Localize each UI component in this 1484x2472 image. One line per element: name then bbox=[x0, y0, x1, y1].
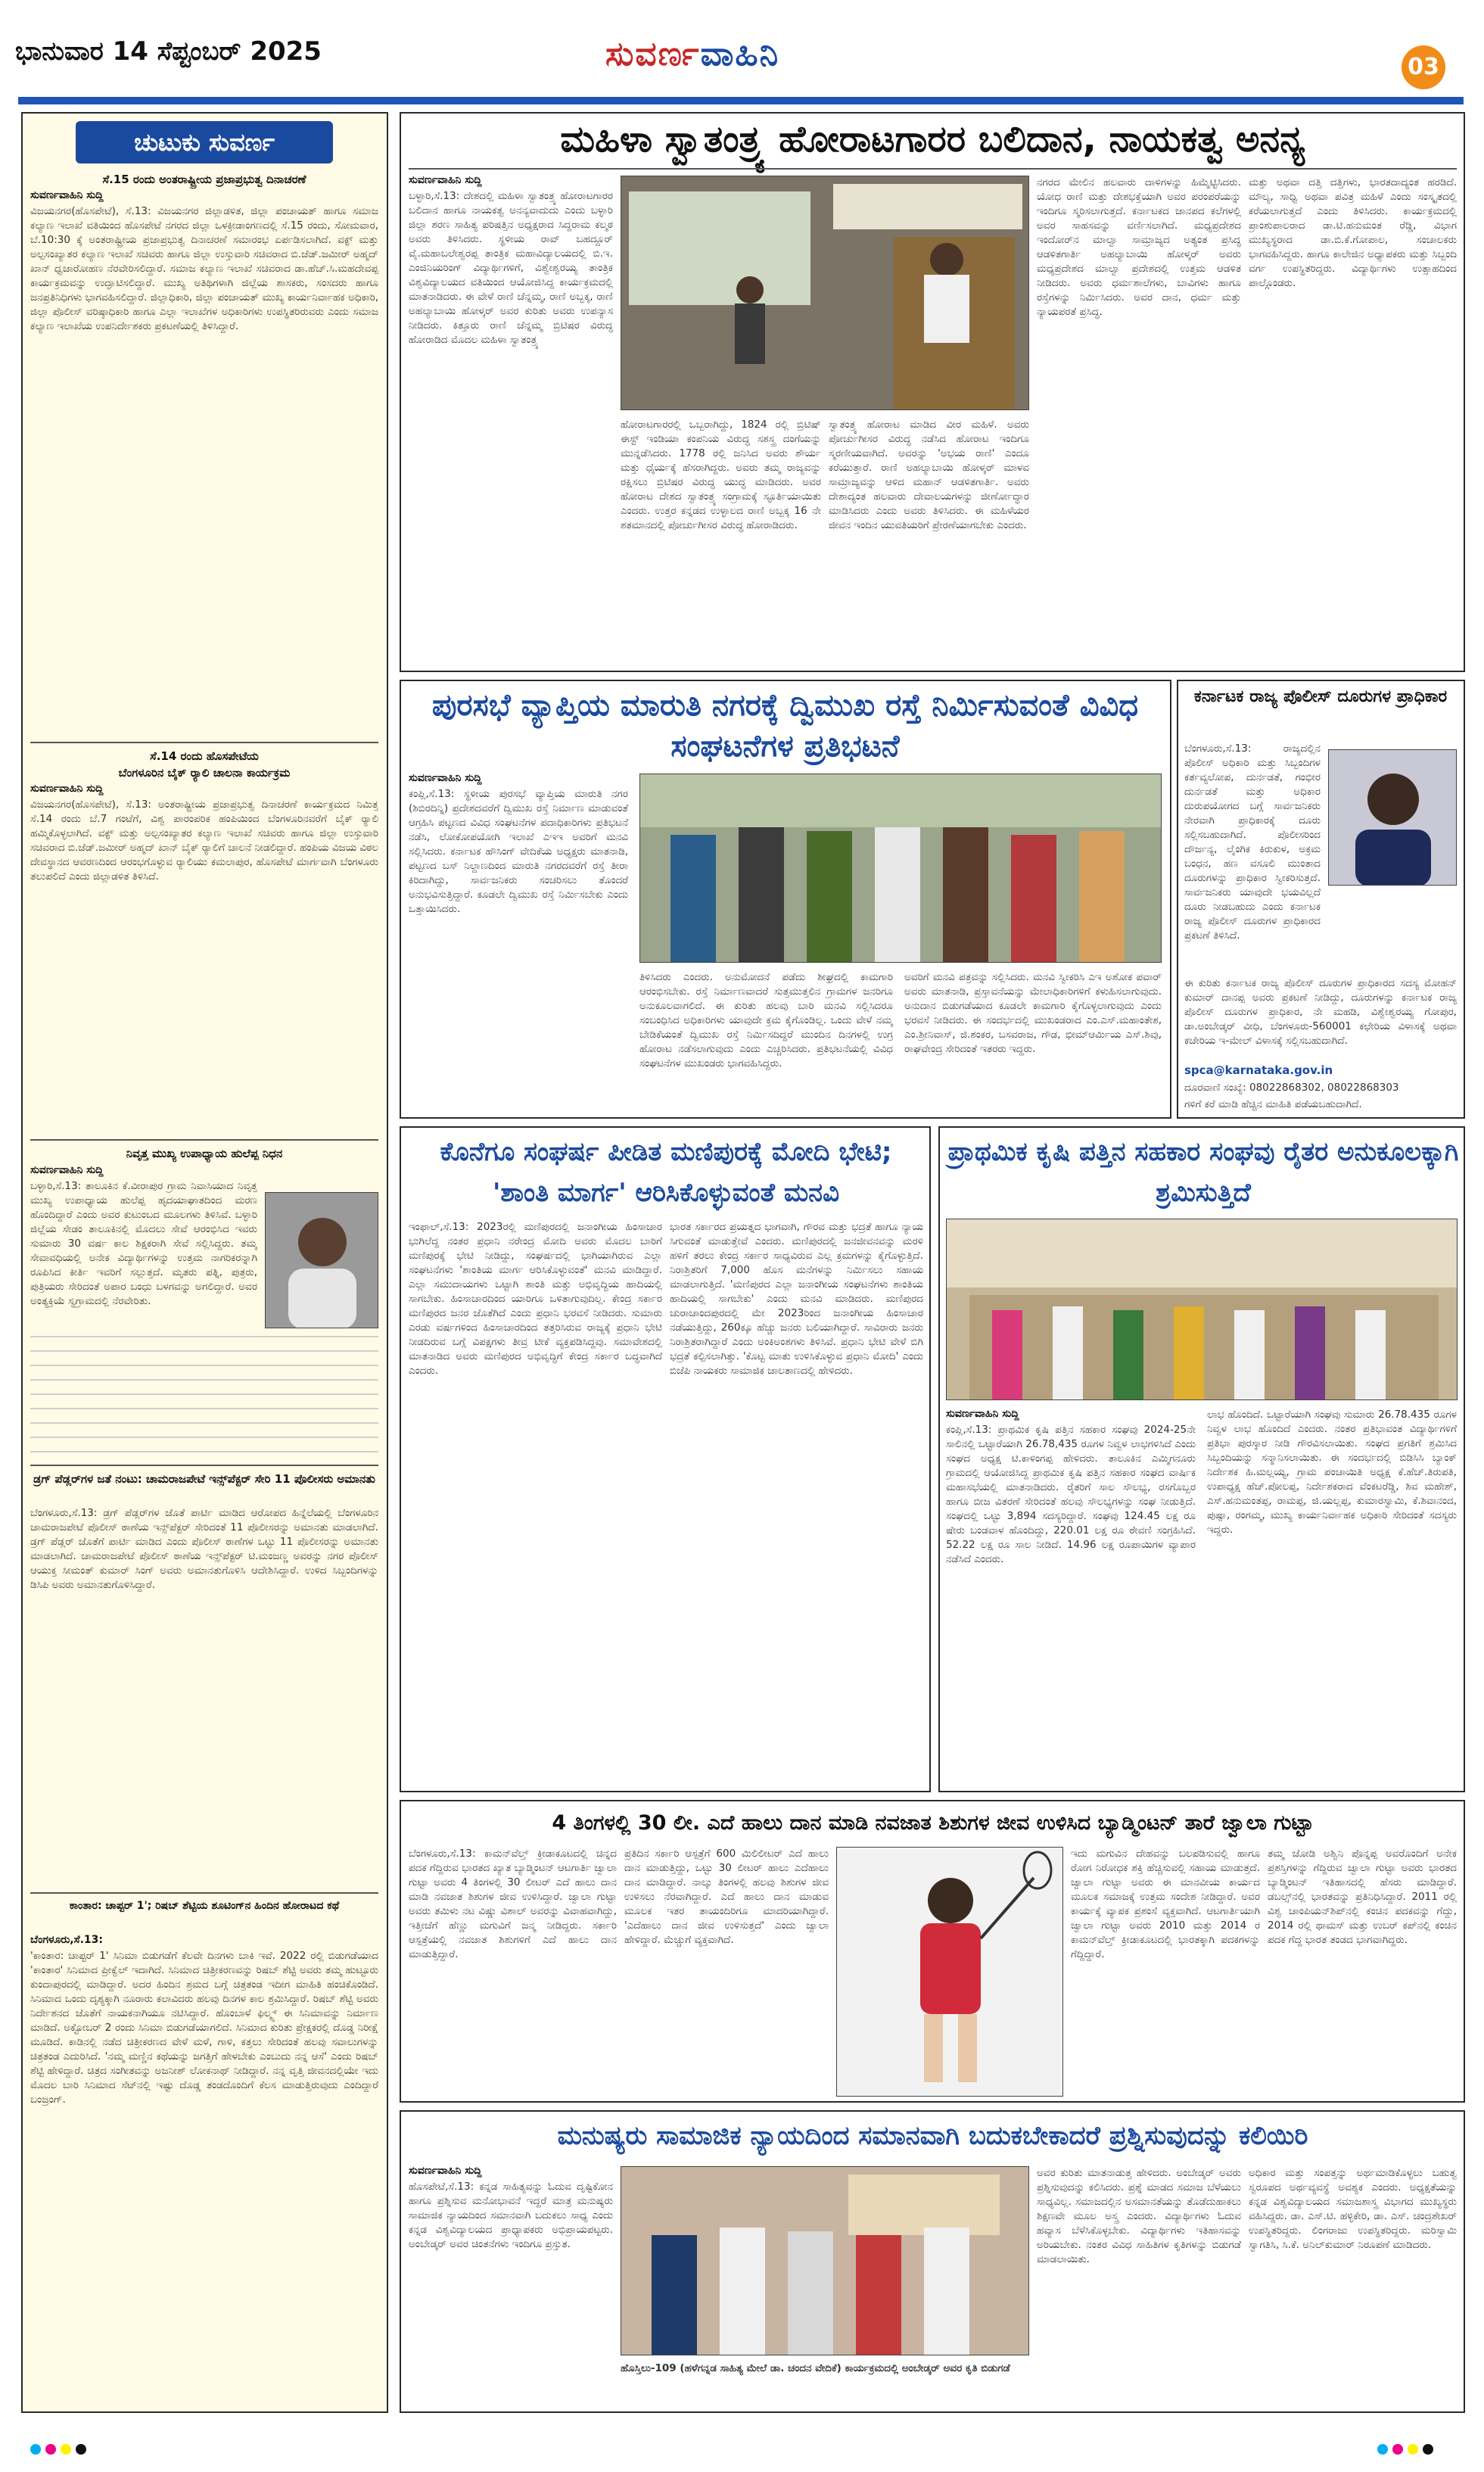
divider bbox=[30, 1892, 378, 1894]
masthead-rule bbox=[18, 97, 1464, 104]
article-5-col-4: ತಮ್ಮ ಜೋಡಿ ಅಶ್ವಿನಿ ಪೊನ್ನಪ್ಪ ಅವರೊಂದಿಗೆ ಅನೇಕ ಪ್ರಶಸ್ತಿಗಳನ್ನು ಗೆದ್ದಿರುವ ಜ್ವಾಲಾ ಗುಟ್ಟಾ ಅವರು ಭಾರತದ ಬ್ಯಾಡ್ಮಿಂಟನ್ ಇತಿಹಾಸದಲ್ಲಿ ಹೆಸರು ಮಾಡಿದ್ದಾರೆ. ಡಬಲ್ಸ್‌ನಲ್ಲಿ ಭಾರತವನ್ನು ಪ್ರತಿನಿಧಿಸಿದ್ದಾರೆ. 2011 ರಲ್ಲಿ ವಿಶ್ವ ಚಾಂಪಿಯನ್‌ಶಿಪ್‌ನಲ್ಲಿ ಕಂಚಿನ ಪದಕವನ್ನು ಗೆದ್ದು, 2014 ರಲ್ಲಿ ಥಾಮಸ್ ಮತ್ತು ಉಬರ್ ಕಪ್‌ನಲ್ಲಿ ಕಂಚಿನ ಪದಕ ಗೆದ್ದ ಭಾರತ ತಂಡದ ಭಾಗವಾಗಿದ್ದರು. bbox=[1268, 1848, 1457, 1946]
article-6-col-4: ಅಧಿಕಾರ ಮತ್ತು ಸಂಪತ್ತನ್ನು ಅರ್ಥಮಾಡಿಕೊಳ್ಳಲು ಬಹುತ್ವ ಸ್ವರೂಪದ ಅರ್ಥವ್ಯವಸ್ಥೆ ಅವಶ್ಯಕ ಎಂದರು. ಅಧ್ಯಕ್ಷತೆಯನ್ನು ಕನ್ನಡ ವಿಶ್ವವಿದ್ಯಾಲಯದ ಸಮಾಜಶಾಸ್ತ್ರ ವಿಭಾಗದ ಮುಖ್ಯಸ್ಥರು ವಹಿಸಿದ್ದರು. ಡಾ. ಎಸ್.ಟಿ. ಹಳ್ಳಿಕೇರಿ, ಡಾ. ಎಸ್. ಚಂದ್ರಶೇಖರ್ ಉಪಸ್ಥಿತರಿದ್ದರು. ಲಿಂಗರಾಜು ಉಪಸ್ಥಿತರಿದ್ದರು. ಮರಿಸ್ವಾಮಿ ಸ್ವಾಗತಿಸಿ, ಸಿ.ಕೆ. ಅನಿಲ್‌ಕುಮಾರ್ ನಿರೂಪಣೆ ಮಾಡಿದರು. bbox=[1249, 2167, 1457, 2251]
police-note: ಗಳಿಗೆ ಕರೆ ಮಾಡಿ ಹೆಚ್ಚಿನ ಮಾಹಿತಿ ಪಡೆಯಬಹುದಾಗಿದೆ. bbox=[1184, 1098, 1362, 1110]
book-release-image bbox=[621, 2167, 1029, 2355]
article-3-headline: ಕೊನೆಗೂ ಸಂಘರ್ಷ ಪೀಡಿತ ಮಣಿಪುರಕ್ಕೆ ಮೋದಿ ಭೇಟಿ; 'ಶಾಂತಿ ಮಾರ್ಗ' ಆರಿಸಿಕೊಳ್ಳುವಂತೆ ಮನವಿ bbox=[440, 1137, 892, 1208]
article-2-col-2: ತಿಳಿಸಿದರು ಎಂದರು. ಅನುಮೋದನೆ ಪಡೆದು ಶೀಘ್ರದಲ್ಲಿ ಕಾಮಗಾರಿ ಆರಂಭಿಸಬೇಕು. ರಸ್ತೆ ನಿರ್ಮಾಣವಾದರೆ ಸುತ್ತಮುತ್ತಲಿನ ಗ್ರಾಮಗಳ ಜನರಿಗೂ ಅನುಕೂಲವಾಗಲಿದೆ. ಈ ಕುರಿತು ಹಲವು ಬಾರಿ ಮನವಿ ಸಲ್ಲಿಸಿದರೂ ಸಂಬಂಧಿಸಿದ ಅಧಿಕಾರಿಗಳು ಯಾವುದೇ ಕ್ರಮ ಕೈಗೊಂಡಿಲ್ಲ. ಒಂದು ವೇಳೆ ನಮ್ಮ ಬೇಡಿಕೆಯಂತೆ ದ್ವಿಮುಖ ರಸ್ತೆ ನಿರ್ಮಿಸದಿದ್ದರೆ ಮುಂದಿನ ದಿನಗಳಲ್ಲಿ ಉಗ್ರ ಹೋರಾಟ ನಡೆಸಲಾಗುವುದು ಎಂದು ಎಚ್ಚರಿಸಿದರು. ಪ್ರತಿಭಟನೆಯಲ್ಲಿ ವಿವಿಧ ಸಂಘಟನೆಗಳ ಮುಖಂಡರು ಭಾಗವಹಿಸಿದ್ದರು. bbox=[639, 971, 893, 1069]
article-6-col-3: ಅವರ ಕುರಿತು ಮಾತನಾಡುತ್ತ ಹೇಳಿದರು. ಅಂಬೇಡ್ಕರ್ ಅವರು ಪ್ರಶ್ನಿಸುವುದನ್ನು ಕಲಿಸಿದರು. ಪ್ರಶ್ನೆ ಮಾಡದ ಸಮಾಜ ಬೆಳೆಯಲು ಸಾಧ್ಯವಿಲ್ಲ. ಸಮಾಜದಲ್ಲಿನ ಅಸಮಾನತೆಯನ್ನು ತೊಡೆದುಹಾಕಲು ಶಿಕ್ಷಣವೇ ಮೂಲ ಅಸ್ತ್ರ ಎಂದರು. ವಿದ್ಯಾರ್ಥಿಗಳು ಓದುವ ಹವ್ಯಾಸ ಬೆಳೆಸಿಕೊಳ್ಳಬೇಕು. ವಿದ್ಯಾರ್ಥಿಗಳು ಇತಿಹಾಸವನ್ನು ಅರಿಯಬೇಕು. ನಂತರ ವಿವಿಧ ಸಾಹಿತಿಗಳ ಕೃತಿಗಳನ್ನು ಬಿಡುಗಡೆ ಮಾಡಲಾಯಿತು. bbox=[1037, 2167, 1241, 2265]
police-official-photo bbox=[1328, 749, 1457, 886]
article-6-photo-caption: ಹೊಸ್ತಿಲು-109 (ಹಳೆಗನ್ನಡ ಸಾಹಿತ್ಯ ಮೇಲೆ ಡಾ. ಚಂದನ ವೇದಿಕೆ) ಕಾರ್ಯಕ್ರಮದಲ್ಲಿ ಅಂಬೇಡ್ಕರ್ ಅವರ ಕೃತಿ ಬಿಡುಗಡೆ bbox=[621, 2362, 1010, 2374]
article-4-col-2: ಲಾಭ ಹೊಂದಿದೆ. ಒಟ್ಟಾರೆಯಾಗಿ ಸಂಘವು ಸುಮಾರು 26.78.435 ರೂಗಳ ನಿವ್ವಳ ಲಾಭ ಹೊಂದಿದೆ ಎಂದರು. ನಂತರ ಪ್ರತಿಭಾವಂತ ವಿದ್ಯಾರ್ಥಿಗಳಿಗೆ ಪ್ರತಿಭಾ ಪುರಸ್ಕಾರ ನೀಡಿ ಗೌರವಿಸಲಾಯಿತು. ಸಂಘದ ಪ್ರಗತಿಗೆ ಶ್ರಮಿಸಿದ ಸಿಬ್ಬಂದಿಯನ್ನು ಸನ್ಮಾನಿಸಲಾಯಿತು. ಈ ಸಂದರ್ಭದಲ್ಲಿ ಬಿಡಿಸಿಸಿ ಬ್ಯಾಂಕ್ ನಿರ್ದೇಶಕ ಹಿ.ಮಲ್ಲಯ್ಯ, ಗ್ರಾಮ ಪಂಚಾಯಿತಿ ಅಧ್ಯಕ್ಷ ಕೆ.ಹೆಚ್.ತಿರುಪತಿ, ಉಪಾಧ್ಯಕ್ಷ ಹೆಚ್.ಪೋಲಪ್ಪ, ನಿರ್ದೇಶಕರಾದ ವೆಂಕಟರೆಡ್ಡಿ, ಶಿವ ಮಹೇಶ್, ಎಸ್.ಹನುಮಂತಪ್ಪ, ರಾಮಪ್ಪ, ಜಿ.ಯಲ್ಲಪ್ಪ, ಕುಮಾರಸ್ವಾಮಿ, ಕೆ.ಶಿವಾನಂದ, ಪುಷ್ಪಾ, ರಂಗಮ್ಮ, ಮುಖ್ಯ ಕಾರ್ಯನಿರ್ವಾಹಕ ಅಧಿಕಾರಿ ಸೇರಿದಂತೆ ಸದಸ್ಯರು ಇದ್ದರು. bbox=[1207, 1409, 1457, 1536]
section-title: ಚುಟುಕು ಸುವರ್ಣ bbox=[76, 121, 333, 163]
divider bbox=[30, 1139, 378, 1141]
police-notice-headline: ಕರ್ನಾಟಕ ರಾಜ್ಯ ಪೊಲೀಸ್ ದೂರುಗಳ ಪ್ರಾಧಿಕಾರ bbox=[1193, 687, 1448, 706]
brief-1-text: ವಿಜಯನಗರ(ಹೊಸಪೇಟೆ), ಸೆ.13: ವಿಜಯನಗರ ಜಿಲ್ಲಾಡಳಿತ, ಜಿಲ್ಲಾ ಪಂಚಾಯತ್ ಹಾಗೂ ಸಮಾಜ ಕಲ್ಯಾಣ ಇಲಾಖೆ ವತಿಯಿಂದ ಹೊಸಪೇಟೆ ನಗರದ ಜಿಲ್ಲಾ ಒಳಕ್ರೀಡಾಂಗಣದಲ್ಲಿ ಸೆ.15 ರಂದು, ಸೋಮವಾರ, ಬೆ.10:30 ಕ್ಕೆ ಅಂತರಾಷ್ಟ್ರೀಯ ಪ್ರಜಾಪ್ರಭುತ್ವ ದಿನಾಚರಣೆ ಸಮಾರಂಭ ಏರ್ಪಡಿಸಲಾಗಿದೆ. ವಕ್ಫ್ ಮತ್ತು ಅಲ್ಪಸಂಖ್ಯಾತರ ಕಲ್ಯಾಣ ಇಲಾಖೆ ಸಚಿವರು ಹಾಗೂ ಜಿಲ್ಲಾ ಉಸ್ತುವಾರಿ ಸಚಿವರಾದ ಬಿ.ಜೆಡ್.ಜಮೀರ್ ಅಹ್ಮದ್ ಖಾನ್ ಧ್ವಜಾರೋಹಣ ನೆರವೇರಿಸಲಿದ್ದಾರೆ. ಸಮಾಜ ಕಲ್ಯಾಣ ಇಲಾಖೆ ಸಚಿವರಾದ ಡಾ.ಹೆಚ್.ಸಿ.ಮಹದೇವಪ್ಪ ಕಾರ್ಯಕ್ರಮವನ್ನು ಉದ್ಘಾಟಿಸಲಿದ್ದಾರೆ. ಮುಖ್ಯ ಅತಿಥಿಗಳಾಗಿ ಜಿಲ್ಲೆಯ ಶಾಸಕರು, ಸಂಸದರು ಹಾಗೂ ಜನಪ್ರತಿನಿಧಿಗಳು ಭಾಗವಹಿಸಲಿದ್ದಾರೆ. ಜಿಲ್ಲಾಧಿಕಾರಿ, ಜಿಲ್ಲಾ ಪಂಚಾಯತ್ ಮುಖ್ಯ ಕಾರ್ಯನಿರ್ವಾಹಕ ಅಧಿಕಾರಿ, ಜಿಲ್ಲಾ ಪೊಲೀಸ್ ವರಿಷ್ಠಾಧಿಕಾರಿ ಹಾಗೂ ಎಲ್ಲಾ ಇಲಾಖೆಗಳ ಅಧಿಕಾರಿಗಳು ಉಪಸ್ಥಿತರಿರುವರು ಎಂದು ಸಮಾಜ ಕಲ್ಯಾಣ ಇಲಾಖೆಯ ಉಪನಿರ್ದೇಶಕರು ಪ್ರಕಟಣೆಯಲ್ಲಿ ತಿಳಿಸಿದ್ದಾರೆ. bbox=[30, 205, 378, 332]
brief-2-subheadline: ಬೆಂಗಳೂರಿನ ಬೈಕ್ ರ್‍ಯಾಲಿ ಚಾಲನಾ ಕಾರ್ಯಕ್ರಮ bbox=[118, 766, 291, 780]
brief-5-headline: ಕಾಂತಾರ: ಚಾಪ್ಟರ್ 1'; ರಿಷಬ್ ಶೆಟ್ಟಿಯ ಶೂಟಿಂಗ್‌ನ ಹಿಂದಿನ ಹೋರಾಟದ ಕಥೆ bbox=[69, 1900, 340, 1912]
seminar-image bbox=[621, 176, 1029, 410]
article-2-col-1: ಕಂಪ್ಲಿ,ಸೆ.13: ಸ್ಥಳೀಯ ಪುರಸಭೆ ವ್ಯಾಪ್ತಿಯ ಮಾರುತಿ ನಗರ (ಶಿಬಿರದಿನ್ನಿ) ಪ್ರದೇಶದವರೆಗೆ ದ್ವಿಮುಖ ರಸ್ತೆ ನಿರ್ಮಾಣ ಮಾಡುವಂತೆ ಆಗ್ರಹಿಸಿ ಪಟ್ಟಣದ ವಿವಿಧ ಸಂಘಟನೆಗಳ ಪದಾಧಿಕಾರಿಗಳು ಪ್ರತಿಭಟನೆ ನಡೆಸಿ, ಲೋಕೋಪಯೋಗಿ ಇಲಾಖೆ ಎಇಇ ಅವರಿಗೆ ಮನವಿ ಸಲ್ಲಿಸಿದರು. ಕರ್ನಾಟಕ ಹೌಸಿಂಗ್ ವೇದಿಕೆಯ ಅಧ್ಯಕ್ಷರು ಮಾತನಾಡಿ, ಪಟ್ಟಣದ ಬಸ್ ನಿಲ್ದಾಣದಿಂದ ಮಾರುತಿ ನಗರದವರೆಗೆ ರಸ್ತೆ ತೀರಾ ಕಿರಿದಾಗಿದ್ದು, ಸಾರ್ವಜನಿಕರು ಸಂಚರಿಸಲು ತೊಂದರೆ ಅನುಭವಿಸುತ್ತಿದ್ದಾರೆ. ಕೂಡಲೇ ದ್ವಿಮುಖ ರಸ್ತೆ ನಿರ್ಮಿಸಬೇಕು ಎಂದು ಒತ್ತಾಯಿಸಿದರು. bbox=[409, 788, 628, 915]
article-1-col-4: ನಗರದ ಮೇಲಿನ ಹಲವಾರು ದಾಳಿಗಳನ್ನು ಹಿಮ್ಮೆಟ್ಟಿಸಿದರು. ಯೋಧ ರಾಣಿ ಮತ್ತು ದೇಶಭಕ್ತೆಯಾಗಿ ಅವರ ಪರಂಪರೆಯನ್ನು ಇಂದಿಗೂ ಸ್ಮರಿಸಲಾಗುತ್ತದೆ. ಕರ್ನಾಟಕದ ಜಾನಪದ ಕಲೆಗಳಲ್ಲಿ ಅವರ ಸಾಹಸವನ್ನು ವರ್ಣಿಸಲಾಗಿದೆ. ಮಧ್ಯಪ್ರದೇಶದ ಇಂದೋರ್‌ನ ಮಾಲ್ವಾ ಸಾಮ್ರಾಜ್ಯದ ಅತ್ಯಂತ ಪ್ರಸಿದ್ಧ ಆಡಳಿತಗಾರ್ತಿ ಅಹಲ್ಯಾಬಾಯಿ ಹೋಳ್ಕರ್ ಅವರು ಮಧ್ಯಪ್ರದೇಶದ ಮಾಲ್ವಾ ಪ್ರದೇಶದಲ್ಲಿ ಉತ್ತಮ ಆಡಳಿತ ನೀಡಿದರು. ಅವರು ಧರ್ಮಶಾಲೆಗಳು, ಬಾವಿಗಳು ಹಾಗೂ ರಸ್ತೆಗಳನ್ನು ನಿರ್ಮಿಸಿದರು. ಅವರ ದಾನ, ಧರ್ಮ ಮತ್ತು ನ್ಯಾಯಪರತೆ ಪ್ರಸಿದ್ಧ. bbox=[1037, 176, 1241, 318]
article-6-headline: ಮನುಷ್ಯರು ಸಾಮಾಜಿಕ ನ್ಯಾಯದಿಂದ ಸಮಾನವಾಗಿ ಬದುಕಬೇಕಾದರೆ ಪ್ರಶ್ನಿಸುವುದನ್ನು ಕಲಿಯಿರಿ bbox=[557, 2121, 1308, 2151]
issue-date: ಭಾನುವಾರ 14 ಸೆಪ್ಟಂಬರ್ 2025 bbox=[15, 36, 322, 67]
newspaper-logo bbox=[605, 35, 779, 73]
brief-5-text: 'ಕಾಂತಾರ: ಚಾಪ್ಟರ್ 1' ಸಿನಿಮಾ ಬಿಡುಗಡೆಗೆ ಕೆಲವೇ ದಿನಗಳು ಬಾಕಿ ಇವೆ. 2022 ರಲ್ಲಿ ಬಿಡುಗಡೆಯಾದ 'ಕಾಂತಾರ' ಸಿನಿಮಾದ ಪ್ರೀಕ್ವೆಲ್ ಇದಾಗಿದೆ. ಸಿನಿಮಾದ ಚಿತ್ರೀಕರಣವನ್ನು ರಿಷಬ್ ಶೆಟ್ಟಿ ಅವರು ತಮ್ಮ ಹುಟ್ಟೂರು ಕುಂದಾಪುರದಲ್ಲಿ ಮಾಡಿದ್ದಾರೆ. ಅದರ ಹಿಂದಿನ ಶ್ರಮದ ಬಗ್ಗೆ ಚಿತ್ರತಂಡ ಇದೀಗ ಮಾಹಿತಿ ಹಂಚಿಕೊಂಡಿದೆ. ಸಿನಿಮಾದ ಒಂದು ದೃಶ್ಯಕ್ಕಾಗಿ ನೂರಾರು ಕಲಾವಿದರು ಹಲವು ದಿನಗಳ ಕಾಲ ಶ್ರಮಿಸಿದ್ದಾರೆ. ರಿಷಬ್ ಶೆಟ್ಟಿ ಅವರು ನಿರ್ದೇಶನದ ಜೊತೆಗೆ ನಾಯಕನಾಗಿಯೂ ನಟಿಸಿದ್ದಾರೆ. ಹೊಂಬಾಳೆ ಫಿಲ್ಮ್ಸ್ ಈ ಸಿನಿಮಾವನ್ನು ನಿರ್ಮಾಣ ಮಾಡಿದೆ. ಅಕ್ಟೋಬರ್ 2 ರಂದು ಸಿನಿಮಾ ಬಿಡುಗಡೆಯಾಗಲಿದೆ. ಸಿನಿಮಾದ ಕುರಿತು ಪ್ರೇಕ್ಷಕರಲ್ಲಿ ದೊಡ್ಡ ನಿರೀಕ್ಷೆ ಮೂಡಿದೆ. ಕಾಡಿನಲ್ಲಿ ನಡೆದ ಚಿತ್ರೀಕರಣದ ವೇಳೆ ಮಳೆ, ಗಾಳಿ, ಕತ್ತಲು ಸೇರಿದಂತೆ ಹಲವು ಸವಾಲುಗಳನ್ನು ಚಿತ್ರತಂಡ ಎದುರಿಸಿದೆ. 'ನಮ್ಮ ಮಣ್ಣಿನ ಕಥೆಯನ್ನು ಜಗತ್ತಿಗೆ ಹೇಳಬೇಕು ಎಂಬುದು ನನ್ನ ಆಸೆ' ಎಂದು ರಿಷಬ್ ಶೆಟ್ಟಿ ಹೇಳಿದ್ದಾರೆ. ಚಿತ್ರದ ಸಂಗೀತವನ್ನು ಅಜನೀಶ್ ಲೋಕನಾಥ್ ನೀಡಿದ್ದಾರೆ. ನನ್ನ ವೃತ್ತಿ ಜೀವನದಲ್ಲಿಯೇ ಇದು ಮೊದಲ ಬಾರಿ ಸಿನಿಮಾದ ಸೆಟ್‌ನಲ್ಲಿ ಇಷ್ಟು ದೊಡ್ಡ ತಂಡದೊಂದಿಗೆ ಕೆಲಸ ಮಾಡುತ್ತಿರುವುದು ಎಂದಿದ್ದಾರೆ ಬಂಜ್ರಂಗ್. bbox=[30, 1950, 378, 2106]
article-5-col-3: ಇದು ಮಗುವಿನ ದೇಹವನ್ನು ಬಲಪಡಿಸುವಲ್ಲಿ ಹಾಗೂ ರೋಗ ನಿರೋಧಕ ಶಕ್ತಿ ಹೆಚ್ಚಿಸುವಲ್ಲಿ ಸಹಾಯ ಮಾಡುತ್ತದೆ. ಜ್ವಾಲಾ ಗುಟ್ಟಾ ಅವರು ಈ ಮಾನವೀಯ ಕಾರ್ಯದ ಮೂಲಕ ಸಮಾಜಕ್ಕೆ ಉತ್ತಮ ಸಂದೇಶ ನೀಡಿದ್ದಾರೆ. ಅವರ ಕಾರ್ಯಕ್ಕೆ ವ್ಯಾಪಕ ಪ್ರಶಂಸೆ ವ್ಯಕ್ತವಾಗಿದೆ. ಆಟಗಾರ್ತಿಯಾಗಿ ಜ್ವಾಲಾ ಗುಟ್ಟಾ ಅವರು 2010 ಮತ್ತು 2014 ರ ಕಾಮನ್‌ವೆಲ್ತ್ ಕ್ರೀಡಾಕೂಟದಲ್ಲಿ ಭಾರತಕ್ಕಾಗಿ ಪದಕಗಳನ್ನು ಗೆದ್ದಿದ್ದಾರೆ. bbox=[1071, 1848, 1260, 1960]
logo-part-b: ವಾಹಿನಿ bbox=[700, 35, 780, 73]
obituary-photo bbox=[265, 1192, 378, 1328]
divider bbox=[30, 742, 378, 743]
article-1-photo bbox=[621, 176, 1029, 410]
article-1-byline: ಸುವರ್ಣವಾಹಿನಿ ಸುದ್ದಿ bbox=[409, 174, 482, 186]
article-1-col-2: ಹೋರಾಟಗಾರರಲ್ಲಿ ಒಬ್ಬರಾಗಿದ್ದು, 1824 ರಲ್ಲಿ ಬ್ರಿಟಿಷ್ ಈಸ್ಟ್ ಇಂಡಿಯಾ ಕಂಪನಿಯ ವಿರುದ್ಧ ಸಶಸ್ತ್ರ ದಂಗೆಯನ್ನು ಮುನ್ನಡೆಸಿದರು. 1778 ರಲ್ಲಿ ಜನಿಸಿದ ಅವರು ಶೌರ್ಯ ಮತ್ತು ಧೈರ್ಯಕ್ಕೆ ಹೆಸರಾಗಿದ್ದರು. ಅವರು ತಮ್ಮ ರಾಜ್ಯವನ್ನು ರಕ್ಷಿಸಲು ಬ್ರಿಟಿಷರ ವಿರುದ್ಧ ಯುದ್ಧ ಮಾಡಿದರು. ಅವರ ಹೋರಾಟ ದೇಶದ ಸ್ವಾತಂತ್ರ್ಯ ಸಂಗ್ರಾಮಕ್ಕೆ ಸ್ಫೂರ್ತಿಯಾಯಿತು ಎಂದರು. ಉತ್ತರ ಕನ್ನಡದ ಉಳ್ಳಾಲದ ರಾಣಿ ಅಬ್ಬಕ್ಕ 16 ನೇ ಶತಮಾನದಲ್ಲಿ ಪೋರ್ಚುಗೀಸರ ವಿರುದ್ಧ ಹೋರಾಡಿದರು. bbox=[621, 419, 821, 531]
logo-part-a: ಸುವರ್ಣ bbox=[605, 35, 701, 73]
page-number: 03 bbox=[1402, 45, 1445, 89]
article-1-col-5: ಮತ್ತು ಅಥವಾ ದತ್ತಿ ದತ್ತಿಗಳು, ಭಾರತದಾದ್ಯಂತ ಹರಡಿದೆ. ಮೌಲ್ಯ, ಸಾಧ್ವಿ ಅಥವಾ ಪವಿತ್ರ ಮಹಿಳೆ ಎಂದು ಸಂಸ್ಕೃತದಲ್ಲಿ ಕರೆಯಲಾಗುತ್ತದೆ ಎಂದು ತಿಳಿಸಿದರು. ಕಾರ್ಯಕ್ರಮದಲ್ಲಿ ಪ್ರಾಂಶುಪಾಲರಾದ ಡಾ.ಟಿ.ಹನುಮಂತ ರೆಡ್ಡಿ, ವಿಭಾಗ ಮುಖ್ಯಸ್ಥರಾದ ಡಾ.ಬಿ.ಕೆ.ಗೋಪಾಲ, ಸಂಚಾಲಕರು ಭಾಗವಹಿಸಿದ್ದರು. ಹಾಗೂ ಕಾಲೇಜಿನ ಅಧ್ಯಾಪಕರು ಮತ್ತು ಸಿಬ್ಬಂದಿ ವರ್ಗ ಉಪಸ್ಥಿತರಿದ್ದರು. ವಿದ್ಯಾರ್ಥಿಗಳು ಉತ್ಸಾಹದಿಂದ ಪಾಲ್ಗೊಂಡರು. bbox=[1249, 176, 1457, 289]
article-5-photo bbox=[836, 1847, 1063, 2097]
brief-2-headline: ಸೆ.14 ರಂದು ಹೊಸಪೇಟೆಯ bbox=[150, 749, 259, 763]
brief-3-text-top: ಬಳ್ಳಾರಿ,ಸೆ.13: ತಾಲೂಕಿನ ಕೆ.ವೀರಾಪುರ ಗ್ರಾಮ ನಿವಾಸಿಯಾದ ನಿವೃತ್ತ ಮುಖ್ಯ ಉಪಾಧ್ಯಾಯ ಹುಲೆಪ್ಪ ಹೃದಯಾಘಾತದಿಂದ ಮರಣ ಹೊಂದಿದ್ದಾರೆ ಎಂದು ಅವರ ಕುಟುಂಬದ ಮೂಲಗಳು ತಿಳಿಸಿವೆ. ಬಳ್ಳಾರಿ ಜಿಲ್ಲೆಯ ಸೇಡಂ ತಾಲೂಕಿನಲ್ಲಿ ಮೊದಲು ಸೇವೆ ಆರಂಭಿಸಿದ ಇವರು ಸುಮಾರು 30 ವರ್ಷ ಕಾಲ ಶಿಕ್ಷಕರಾಗಿ ಸೇವೆ ಸಲ್ಲಿಸಿದ್ದರು. ತಮ್ಮ ಸೇವಾವಧಿಯಲ್ಲಿ ಅನೇಕ ವಿದ್ಯಾರ್ಥಿಗಳನ್ನು ಉತ್ತಮ ನಾಗರಿಕರನ್ನಾಗಿ ರೂಪಿಸಿದ ಕೀರ್ತಿ ಇವರಿಗೆ ಸಲ್ಲುತ್ತದೆ. ಮೃತರು ಪತ್ನಿ, ಪುತ್ರರು, ಪುತ್ರಿಯರು ಸೇರಿದಂತೆ ಅಪಾರ ಬಂಧು ಬಳಗವನ್ನು ಅಗಲಿದ್ದಾರೆ. ಅವರ ಅಂತ್ಯಕ್ರಿಯೆ ಸ್ವಗ್ರಾಮದಲ್ಲಿ ನೆರವೇರಿತು. bbox=[30, 1180, 257, 1307]
article-2-col-3: ಅವರಿಗೆ ಮನವಿ ಪತ್ರವನ್ನು ಸಲ್ಲಿಸಿದರು. ಮನವಿ ಸ್ವೀಕರಿಸಿ ಎಇ ಅಶೋಕ ಪವಾರ್ ಅವರು ಮಾತನಾಡಿ, ಪ್ರಸ್ತಾವನೆಯನ್ನು ಮೇಲಾಧಿಕಾರಿಗಳಿಗೆ ಕಳುಹಿಸಲಾಗುವುದು. ಅನುದಾನ ಬಿಡುಗಡೆಯಾದ ಕೂಡಲೇ ಕಾಮಗಾರಿ ಕೈಗೊಳ್ಳಲಾಗುವುದು ಎಂದು ಭರವಸೆ ನೀಡಿದರು. ಈ ಸಂದರ್ಭದಲ್ಲಿ ಮುಖಂಡರಾದ ಎಂ.ಎಸ್.ಮಹಾಂತೇಶ, ಎಂ.ಶ್ರೀನಿವಾಸ್, ಜಿ.ಶಂಕರ, ಬಸವರಾಜ, ಗೌಡ, ಭೀಮ್‌ಆರ್ಮಿಯ ಎಸ್.ಶಿವು, ರಾಘವೇಂದ್ರ ಸೇರಿದಂತೆ ಇತರರು ಇದ್ದರು. bbox=[904, 971, 1162, 1055]
badminton-player-image bbox=[837, 1848, 1063, 2097]
article-1-headline: ಮಹಿಳಾ ಸ್ವಾತಂತ್ರ್ಯ ಹೋರಾಟಗಾರರ ಬಲಿದಾನ, ನಾಯಕತ್ವ ಅನನ್ಯ bbox=[560, 118, 1305, 160]
article-5-col-1: ಬೆಂಗಳೂರು,ಸೆ.13: ಕಾಮನ್‌ವೆಲ್ತ್ ಕ್ರೀಡಾಕೂಟದಲ್ಲಿ ಚಿನ್ನದ ಪದಕ ಗೆದ್ದಿರುವ ಭಾರತದ ಖ್ಯಾತ ಬ್ಯಾಡ್ಮಿಂಟನ್ ಆಟಗಾರ್ತಿ ಜ್ವಾಲಾ ಗುಟ್ಟಾ ಅವರು 4 ತಿಂಗಳಲ್ಲಿ 30 ಲೀಟರ್ ಎದೆ ಹಾಲು ದಾನ ಮಾಡಿ ನವಜಾತ ಶಿಶುಗಳ ಜೀವ ಉಳಿಸಿದ್ದಾರೆ. ಜ್ವಾಲಾ ಗುಟ್ಟಾ ಅವರು ತಮಿಳು ನಟ ವಿಷ್ಣು ವಿಶಾಲ್ ಅವರನ್ನು ವಿವಾಹವಾಗಿದ್ದು, ಇತ್ತೀಚೆಗೆ ಹೆಣ್ಣು ಮಗುವಿಗೆ ಜನ್ಮ ನೀಡಿದ್ದರು. ಸರ್ಕಾರಿ ಆಸ್ಪತ್ರೆಯಲ್ಲಿ ನವಜಾತ ಶಿಶುಗಳಿಗೆ ಎದೆ ಹಾಲು ದಾನ ಮಾಡುತ್ತಿದ್ದಾರೆ. bbox=[409, 1848, 617, 1960]
brief-3-text-lines bbox=[30, 1336, 378, 1457]
police-notice-text-2: ಈ ಕುರಿತು ಕರ್ನಾಟಕ ರಾಜ್ಯ ಪೊಲೀಸ್ ದೂರುಗಳ ಪ್ರಾಧಿಕಾರದ ಸದಸ್ಯ ಮೋಹನ್ ಕುಮಾರ್ ದಾನಪ್ಪ ಅವರು ಪ್ರಕಟಣೆ ನೀಡಿದ್ದು, ದೂರುಗಳನ್ನು ಕರ್ನಾಟಕ ರಾಜ್ಯ ಪೊಲೀಸ್ ದೂರುಗಳ ಪ್ರಾಧಿಕಾರ, ನೇ ಮಹಡಿ, ವಿಶ್ವೇಶ್ವರಯ್ಯ ಗೋಪುರ, ಡಾ.ಅಂಬೇಡ್ಕರ್ ವೀಧಿ, ಬೆಂಗಳೂರು-560001 ಕಛೇರಿಯ ವಿಳಾಸಕ್ಕೆ ಅಥವಾ ಕಚೇರಿಯ ಇ-ಮೇಲ್ ವಿಳಾಸಕ್ಕೆ ಸಲ್ಲಿಸಬಹುದಾಗಿದೆ. bbox=[1184, 977, 1457, 1047]
article-4-byline: ಸುವರ್ಣವಾಹಿನಿ ಸುದ್ದಿ bbox=[946, 1408, 1019, 1420]
article-6-byline: ಸುವರ್ಣವಾಹಿನಿ ಸುದ್ದಿ bbox=[409, 2165, 482, 2177]
print-registration-marks-left bbox=[30, 2443, 91, 2455]
article-6-photo bbox=[621, 2166, 1029, 2355]
article-3-col-2: ಭಾರತ ಸರ್ಕಾರದ ಪ್ರಯತ್ನದ ಭಾಗವಾಗಿ, ಗೌರವ ಮತ್ತು ಭದ್ರತೆ ಹಾಗೂ ನ್ಯಾಯ ಸಿಗುವಂತೆ ಮಾಡುತ್ತೇವೆ ಎಂದರು. ಮಣಿಪುರದಲ್ಲಿ ಜನಜೀವನವನ್ನು ಮರಳಿ ಹಳಿಗೆ ತರಲು ಕೇಂದ್ರ ಸರ್ಕಾರ ಸಾಧ್ಯವಿರುವ ಎಲ್ಲ ಕ್ರಮಗಳನ್ನು ಕೈಗೊಳ್ಳುತ್ತಿದೆ. ನಿರಾಶ್ರಿತರಿಗೆ 7,000 ಹೊಸ ಮನೆಗಳನ್ನು ನಿರ್ಮಿಸಲು ಸಹಾಯ ಮಾಡಲಾಗುತ್ತಿದೆ. 'ಮಣಿಪುರದ ಎಲ್ಲಾ ಜನಾಂಗೀಯ ಸಂಘಟನೆಗಳು ಶಾಂತಿಯ ಹಾದಿಯಲ್ಲಿ ಸಾಗಬೇಕು' ಎಂದು ಮನವಿ ಮಾಡಿದರು. ಮಣಿಪುರದ ಚುರಾಚಾಂದಪುರದಲ್ಲಿ ಮೇ 2023ರಿಂದ ಜನಾಂಗೀಯ ಹಿಂಸಾಚಾರ ನಡೆಯುತ್ತಿದ್ದು, 260ಕ್ಕೂ ಹೆಚ್ಚು ಜನರು ಬಲಿಯಾಗಿದ್ದಾರೆ. ಸಾವಿರಾರು ಜನರು ನಿರಾಶ್ರಿತರಾಗಿದ್ದಾರೆ ಎಂದು ಅಂಕಿಅಂಶಗಳು ತಿಳಿಸಿವೆ. ಪ್ರಧಾನಿ ಭೇಟಿ ವೇಳೆ ಬಿಗಿ ಭದ್ರತೆ ಕಲ್ಪಿಸಲಾಗಿತ್ತು. 'ಕೊಟ್ಟ ಮಾತು ಉಳಿಸಿಕೊಳ್ಳುವ ಪ್ರಧಾನಿ ಮೋದಿ' ಎಂದು ಬಿಜೆಪಿ ನಾಯಕರು ಸಾಮಾಜಿಕ ಜಾಲತಾಣದಲ್ಲಿ ಹೇಳಿದರು. bbox=[670, 1221, 923, 1377]
brief-3-headline: ನಿವೃತ್ತ ಮುಖ್ಯ ಉಪಾಧ್ಯಾಯ ಹುಲೆಪ್ಪ ನಿಧನ bbox=[126, 1147, 283, 1160]
brief-1-headline: ಸೆ.15 ರಂದು ಅಂತರಾಷ್ಟ್ರೀಯ ಪ್ರಜಾಪ್ರಭುತ್ವ ದಿನಾಚರಣೆ bbox=[102, 173, 306, 186]
brief-3-byline: ಸುವರ್ಣವಾಹಿನಿ ಸುದ್ದಿ bbox=[30, 1164, 104, 1176]
article-1-col-3: ಸ್ವಾತಂತ್ರ್ಯ ಹೋರಾಟ ಮಾಡಿದ ವೀರ ಮಹಿಳೆ. ಅವರು ಪೋರ್ಚುಗೀಸರ ವಿರುದ್ಧ ನಡೆಸಿದ ಹೋರಾಟ ಇಂದಿಗೂ ಸ್ಮರಣೀಯವಾಗಿದೆ. ಅವರನ್ನು 'ಅಭಯ ರಾಣಿ' ಎಂದೂ ಕರೆಯುತ್ತಾರೆ. ರಾಣಿ ಅಹಲ್ಯಾಬಾಯಿ ಹೋಳ್ಕರ್ ಮಾಳವ ಸಾಮ್ರಾಜ್ಯವನ್ನು ಆಳಿದ ಮಹಾನ್ ಆಡಳಿತಗಾರ್ತಿ. ಅವರು ದೇಶಾದ್ಯಂತ ಹಲವಾರು ದೇವಾಲಯಗಳನ್ನು ಜೀರ್ಣೋದ್ಧಾರ ಮಾಡಿಸಿದರು ಎಂದು ಅವರು ತಿಳಿಸಿದರು. ಈ ಮಹಿಳೆಯರ ಜೀವನ ಇಂದಿನ ಯುವತಿಯರಿಗೆ ಪ್ರೇರಣೆಯಾಗಬೇಕು ಎಂದರು. bbox=[829, 419, 1029, 531]
brief-2-text: ವಿಜಯನಗರ(ಹೊಸಪೇಟೆ), ಸೆ.13: ಅಂತರಾಷ್ಟ್ರೀಯ ಪ್ರಜಾಪ್ರಭುತ್ವ ದಿನಾಚರಣೆ ಕಾರ್ಯಕ್ರಮದ ನಿಮಿತ್ತ ಸೆ.14 ರಂದು ಬೆ.7 ಗಂಟೆಗೆ, ವಿಶ್ವ ಪಾರಂಪರಿಕ ಹಂಪಿಯಿಂದ ಬೆಂಗಳೂರಿನವರೆಗೆ ಬೈಕ್ ರ್‍ಯಾಲಿ ಹಮ್ಮಿಕೊಳ್ಳಲಾಗಿದೆ. ವಕ್ಫ್ ಮತ್ತು ಅಲ್ಪಸಂಖ್ಯಾತರ ಕಲ್ಯಾಣ ಇಲಾಖೆ ಸಚಿವರು ಹಾಗೂ ಜಿಲ್ಲಾ ಉಸ್ತುವಾರಿ ಸಚಿವರಾದ ಬಿ.ಜೆಡ್.ಜಮೀರ್ ಅಹ್ಮದ್ ಖಾನ್ ಬೈಕ್ ರ್‍ಯಾಲಿಗೆ ಚಾಲನೆ ನೀಡಲಿದ್ದಾರೆ. ಹಂಪಿಯ ವಿಜಯ ವಿಠಲ ದೇವಸ್ಥಾನದ ಆವರಣದಿಂದ ಆರಂಭಗೊಳ್ಳುವ ರ್‍ಯಾಲಿಯು ಕಮಲಾಪುರ, ಹೊಸಪೇಟೆ ಮಾರ್ಗವಾಗಿ ಬೆಂಗಳೂರು ತಲುಪಲಿದೆ ಎಂದು ಜಿಲ್ಲಾಡಳಿತ ತಿಳಿಸಿದೆ. bbox=[30, 799, 378, 883]
article-5-col-2: ಪ್ರತಿದಿನ ಸರ್ಕಾರಿ ಆಸ್ಪತ್ರೆಗೆ 600 ಮಿಲಿಲೀಟರ್ ಎದೆ ಹಾಲು ದಾನ ಮಾಡುತ್ತಿದ್ದು, ಒಟ್ಟು 30 ಲೀಟರ್ ಹಾಲು ಎದೆಹಾಲು ದಾನ ಮಾಡಿದ್ದಾರೆ. ನಾಲ್ಕು ತಿಂಗಳಲ್ಲಿ ಹಲವು ಶಿಶುಗಳ ಜೀವ ಉಳಿಸಲು ನೆರವಾಗಿದ್ದಾರೆ. ಎದೆ ಹಾಲು ದಾನ ಮಾಡುವ ಮೂಲಕ ಇತರ ತಾಯಂದಿರಿಗೂ ಮಾದರಿಯಾಗಿದ್ದಾರೆ. 'ಎದೆಹಾಲು ದಾನ ಜೀವ ಉಳಿಸುತ್ತದೆ' ಎಂದು ಜ್ವಾಲಾ ಹೇಳಿದ್ದಾರೆ. ಮೆಚ್ಚುಗೆ ವ್ಯಕ್ತವಾಗಿದೆ. bbox=[624, 1848, 829, 1946]
police-phone: ದೂರವಾಣಿ ಸಂಖ್ಯೆ: 08022868302, 08022868303 bbox=[1184, 1082, 1399, 1094]
police-notice-text-1: ಬೆಂಗಳೂರು,ಸೆ.13: ರಾಜ್ಯದಲ್ಲಿನ ಪೊಲೀಸ್ ಅಧಿಕಾರಿ ಮತ್ತು ಸಿಬ್ಬಂದಿಗಳ ಕರ್ತವ್ಯಲೋಪ, ದುರ್ನಡತೆ, ಗಂಭೀರ ದುರ್ನಡತೆ ಮತ್ತು ಅಧಿಕಾರ ದುರುಪಯೋಗದ ಬಗ್ಗೆ ಸಾರ್ವಜನಿಕರು ನೇರವಾಗಿ ಪ್ರಾಧಿಕಾರಕ್ಕೆ ದೂರು ಸಲ್ಲಿಸಬಹುದಾಗಿದೆ. ಪೊಲೀಸರಿಂದ ದೌರ್ಜನ್ಯ, ಲೈಂಗಿಕ ಕಿರುಕುಳ, ಅಕ್ರಮ ಬಂಧನ, ಹಣ ವಸೂಲಿ ಮುಂತಾದ ದೂರುಗಳನ್ನು ಪ್ರಾಧಿಕಾರ ಸ್ವೀಕರಿಸುತ್ತದೆ. ಸಾರ್ವಜನಿಕರು ಯಾವುದೇ ಭಯವಿಲ್ಲದೆ ದೂರು ನೀಡಬಹುದು ಎಂದು ಕರ್ನಾಟಕ ರಾಜ್ಯ ಪೊಲೀಸ್ ದೂರುಗಳ ಪ್ರಾಧಿಕಾರದ ಪ್ರಕಟಣೆ ತಿಳಿಸಿದೆ. bbox=[1184, 743, 1321, 942]
portrait-image bbox=[1329, 750, 1457, 886]
brief-1-byline: ಸುವರ್ಣವಾಹಿನಿ ಸುದ್ದಿ bbox=[30, 189, 104, 201]
divider bbox=[409, 168, 1457, 170]
article-4-headline: ಪ್ರಾಥಮಿಕ ಕೃಷಿ ಪತ್ತಿನ ಸಹಕಾರ ಸಂಘವು ರೈತರ ಅನುಕೂಲಕ್ಕಾಗಿ ಶ್ರಮಿಸುತ್ತಿದೆ bbox=[947, 1137, 1459, 1208]
article-4-photo bbox=[946, 1219, 1458, 1400]
meeting-group-image bbox=[947, 1219, 1458, 1400]
article-1-col-1: ಬಳ್ಳಾರಿ,ಸೆ.13: ದೇಶದಲ್ಲಿ ಮಹಿಳಾ ಸ್ವಾತಂತ್ರ್ಯ ಹೋರಾಟಗಾರರ ಬಲಿದಾನ ಹಾಗೂ ನಾಯಕತ್ವ ಅನನ್ಯವಾದುದು ಎಂದು ಬಳ್ಳಾರಿ ಜಿಲ್ಲಾ ಶರಣ ಸಾಹಿತ್ಯ ಪರಿಷತ್ತಿನ ಅಧ್ಯಕ್ಷರಾದ ಸಿದ್ದರಾಮ ಕಲ್ಮಠ ಅವರು ತಿಳಿಸಿದರು. ಸ್ಥಳೀಯ ರಾವ್ ಬಹದ್ದೂರ್ ವೈ.ಮಹಾಬಲೇಶ್ವರಪ್ಪ ತಾಂತ್ರಿಕ ಮಹಾವಿದ್ಯಾಲಯದಲ್ಲಿ ಬಿ.ಇ. ಎಂಜಿನಿಯರಿಂಗ್ ವಿದ್ಯಾರ್ಥಿಗಳಿಗೆ, ವಿಶ್ವೇಶ್ವರಯ್ಯ ತಾಂತ್ರಿಕ ವಿಶ್ವವಿದ್ಯಾಲಯದ ವತಿಯಿಂದ ಆಯೋಜಿಸಿದ್ದ ಕಾರ್ಯಕ್ರಮದಲ್ಲಿ ಮಾತನಾಡಿದರು. ಈ ವೇಳೆ ರಾಣಿ ಚೆನ್ನಮ್ಮ, ರಾಣಿ ಅಬ್ಬಕ್ಕ, ರಾಣಿ ಅಹಲ್ಯಾಬಾಯಿ ಹೋಳ್ಕರ್ ಅವರ ಕುರಿತು ಅವರು ಉಪನ್ಯಾಸ ನೀಡಿದರು. ಕಿತ್ತೂರು ರಾಣಿ ಚೆನ್ನಮ್ಮ ಬ್ರಿಟಿಷರ ವಿರುದ್ಧ ಹೋರಾಡಿದ ಮೊದಲ ಮಹಿಳಾ ಸ್ವಾತಂತ್ರ್ಯ bbox=[409, 190, 613, 346]
protest-image bbox=[640, 774, 1162, 963]
divider bbox=[30, 1465, 378, 1466]
article-2-photo bbox=[639, 774, 1162, 963]
article-2-byline: ಸುವರ್ಣವಾಹಿನಿ ಸುದ್ದಿ bbox=[409, 772, 482, 784]
brief-4-text: ಬೆಂಗಳೂರು,ಸೆ.13: ಡ್ರಗ್ ಪೆಡ್ಲರ್‌ಗಳ ಜೊತೆ ಪಾರ್ಟಿ ಮಾಡಿದ ಆರೋಪದ ಹಿನ್ನೆಲೆಯಲ್ಲಿ ಬೆಂಗಳೂರಿನ ಚಾಮರಾಜಪೇಟೆ ಪೊಲೀಸ್ ಠಾಣೆಯ ಇನ್ಸ್‌ಪೆಕ್ಟರ್ ಸೇರಿದಂತೆ 11 ಪೊಲೀಸರನ್ನು ಅಮಾನತು ಮಾಡಲಾಗಿದೆ. ಡ್ರಗ್ ಪೆಡ್ಲರ್ ಜೊತೆಗೆ ಪಾರ್ಟಿ ಮಾಡಿದ ಎಂದು ಪೊಲೀಸ್ ಠಾಣೆಗಳ ಒಟ್ಟು 11 ಪೊಲೀಸರನ್ನು ಅಮಾನತು ಮಾಡಲಾಗಿದೆ. ಚಾಮರಾಜಪೇಟೆ ಪೊಲೀಸ್ ಠಾಣೆಯ ಇನ್ಸ್‌ಪೆಕ್ಟರ್ ಟಿ.ಮಂಜಣ್ಣ ಅವರನ್ನು ನಗರ ಪೊಲೀಸ್ ಆಯುಕ್ತ ಸೀಮಂತ್ ಕುಮಾರ್ ಸಿಂಗ್ ಅವರು ಅಮಾನತುಗೊಳಿಸಿ ಆದೇಶಿಸಿದ್ದಾರೆ. ಉಳಿದ ಸಿಬ್ಬಂದಿಗಳನ್ನು ಡಿಸಿಪಿ ಅವರು ಅಮಾನತುಗೊಳಿಸಿದ್ದಾರೆ. bbox=[30, 1507, 378, 1591]
brief-5-byline: ಬೆಂಗಳೂರು,ಸೆ.13: bbox=[30, 1934, 104, 1946]
article-3-col-1: ಇಂಫಾಲ್,ಸೆ.13: 2023ರಲ್ಲಿ ಮಣಿಪುರದಲ್ಲಿ ಜನಾಂಗೀಯ ಹಿಂಸಾಚಾರ ಭುಗಿಲೆದ್ದ ನಂತರ ಪ್ರಧಾನಿ ನರೇಂದ್ರ ಮೋದಿ ಅವರು ಮೊದಲ ಬಾರಿಗೆ ಮಣಿಪುರಕ್ಕೆ ಭೇಟಿ ನೀಡಿದ್ದು, ಸಂಘರ್ಷದಲ್ಲಿ ಭಾಗಿಯಾಗಿರುವ ಎಲ್ಲಾ ಸಂಘಟನೆಗಳು 'ಶಾಂತಿಯ ಮಾರ್ಗ ಆರಿಸಿಕೊಳ್ಳುವಂತೆ' ಮನವಿ ಮಾಡಿದ್ದಾರೆ. ಎಲ್ಲಾ ಸಮುದಾಯಗಳು ಒಟ್ಟಾಗಿ ಶಾಂತಿ ಮತ್ತು ಅಭಿವೃದ್ಧಿಯ ಹಾದಿಯಲ್ಲಿ ಸಾಗಬೇಕು. ಹಿಂಸಾಚಾರದಿಂದ ಯಾರಿಗೂ ಒಳಿತಾಗುವುದಿಲ್ಲ. ಕೇಂದ್ರ ಸರ್ಕಾರ ಮಣಿಪುರದ ಜನರ ಜೊತೆಗಿದೆ ಎಂದು ಪ್ರಧಾನಿ ಭರವಸೆ ನೀಡಿದರು. ಸುಮಾರು ಎರಡು ವರ್ಷಗಳಿಂದ ಹಿಂಸಾಚಾರದಿಂದ ತತ್ತರಿಸಿರುವ ರಾಜ್ಯಕ್ಕೆ ಪ್ರಧಾನಿ ಭೇಟಿ ನೀಡದಿರುವ ಬಗ್ಗೆ ವಿಪಕ್ಷಗಳು ತೀವ್ರ ಟೀಕೆ ವ್ಯಕ್ತಪಡಿಸಿದ್ದವು. ಸಮಾವೇಶದಲ್ಲಿ ಮಾತನಾಡಿದ ಅವರು ಮಣಿಪುರದ ಅಭಿವೃದ್ಧಿಗೆ ಕೇಂದ್ರ ಸರ್ಕಾರ ಬದ್ಧವಾಗಿದೆ ಎಂದರು. bbox=[409, 1221, 662, 1377]
brief-4-headline: ಡ್ರಗ್ ಪೆಡ್ಲರ್‌ಗಳ ಜತೆ ನಂಟು: ಚಾಮರಾಜಪೇಟೆ ಇನ್ಸ್‌ಪೆಕ್ಟರ್ ಸೇರಿ 11 ಪೊಲೀಸರು ಅಮಾನತು bbox=[33, 1472, 375, 1486]
brief-2-byline: ಸುವರ್ಣವಾಹಿನಿ ಸುದ್ದಿ bbox=[30, 783, 104, 795]
article-4-col-1: ಕಂಪ್ಲಿ,ಸೆ.13: ಪ್ರಾಥಮಿಕ ಕೃಷಿ ಪತ್ತಿನ ಸಹಕಾರ ಸಂಘವು 2024-25ನೇ ಸಾಲಿನಲ್ಲಿ ಒಟ್ಟಾರೆಯಾಗಿ 26.78,435 ರೂಗಳ ನಿವ್ವಳ ಲಾಭಗಳಿಸಿದೆ ಎಂದು ಸಂಘದ ಅಧ್ಯಕ್ಷ ಟಿ.ಕಾಳಿಂಗಪ್ಪ ಹೇಳಿದರು. ತಾಲೂಕಿನ ಎಮ್ಮಿಗನೂರು ಗ್ರಾಮದಲ್ಲಿ ಆಯೋಜಿಸಿದ್ದ ಪ್ರಾಥಮಿಕ ಕೃಷಿ ಪತ್ತಿನ ಸಹಕಾರ ಸಂಘದ ವಾರ್ಷಿಕ ಮಹಾಸಭೆಯಲ್ಲಿ ಮಾತನಾಡಿದರು. ರೈತರಿಗೆ ಸಾಲ ಸೌಲಭ್ಯ, ರಸಗೊಬ್ಬರ ಹಾಗೂ ಬೀಜ ವಿತರಣೆ ಸೇರಿದಂತೆ ಹಲವು ಸೌಲಭ್ಯಗಳನ್ನು ಸಂಘ ನೀಡುತ್ತಿದೆ. ಸಂಘದಲ್ಲಿ ಒಟ್ಟು 3,894 ಸದಸ್ಯರಿದ್ದಾರೆ. ಸಂಘವು 124.45 ಲಕ್ಷ ರೂ ಷೇರು ಬಂಡವಾಳ ಹೊಂದಿದ್ದು, 220.01 ಲಕ್ಷ ರೂ ಠೇವಣಿ ಸಂಗ್ರಹಿಸಿದೆ. 52.22 ಲಕ್ಷ ರೂ ಸಾಲ ನೀಡಿದೆ. 14.96 ಲಕ್ಷ ರೂಪಾಯಿಗಳ ವ್ಯಾಪಾರ ನಡೆಸಿದೆ ಎಂದರು. bbox=[946, 1424, 1196, 1565]
article-5-headline: 4 ತಿಂಗಳಲ್ಲಿ 30 ಲೀ. ಎದೆ ಹಾಲು ದಾನ ಮಾಡಿ ನವಜಾತ ಶಿಶುಗಳ ಜೀವ ಉಳಿಸಿದ ಬ್ಯಾಡ್ಮಿಂಟನ್ ತಾರೆ ಜ್ವಾಲಾ ಗುಟ್ಟಾ bbox=[552, 1811, 1314, 1835]
article-2-headline: ಪುರಸಭೆ ವ್ಯಾಪ್ತಿಯ ಮಾರುತಿ ನಗರಕ್ಕೆ ದ್ವಿಮುಖ ರಸ್ತೆ ನಿರ್ಮಿಸುವಂತೆ ವಿವಿಧ ಸಂಘಟನೆಗಳ ಪ್ರತಿಭಟನೆ bbox=[431, 688, 1139, 764]
article-6-col-1: ಹೊಸಪೇಟೆ,ಸೆ.13: ಕನ್ನಡ ಸಾಹಿತ್ಯವನ್ನು ಓದುವ ದೃಷ್ಟಿಕೋನ ಹಾಗೂ ಪ್ರಶ್ನಿಸುವ ಮನೋಭಾವನೆ ಇದ್ದರೆ ಮಾತ್ರ ಮನುಷ್ಯರು ಸಾಮಾಜಿಕ ನ್ಯಾಯದಿಂದ ಸಮಾನವಾಗಿ ಬದುಕಲು ಸಾಧ್ಯ ಎಂದು ಕನ್ನಡ ವಿಶ್ವವಿದ್ಯಾಲಯದ ಪ್ರಾಧ್ಯಾಪಕರು ಅಭಿಪ್ರಾಯಪಟ್ಟರು. ಅಂಬೇಡ್ಕರ್ ಅವರ ಚಿಂತನೆಗಳು ಇಂದಿಗೂ ಪ್ರಸ್ತುತ. bbox=[409, 2181, 613, 2250]
police-email-link[interactable]: spca@karnataka.gov.in bbox=[1184, 1063, 1333, 1077]
print-registration-marks-right bbox=[1377, 2443, 1438, 2455]
portrait-image bbox=[266, 1193, 378, 1328]
